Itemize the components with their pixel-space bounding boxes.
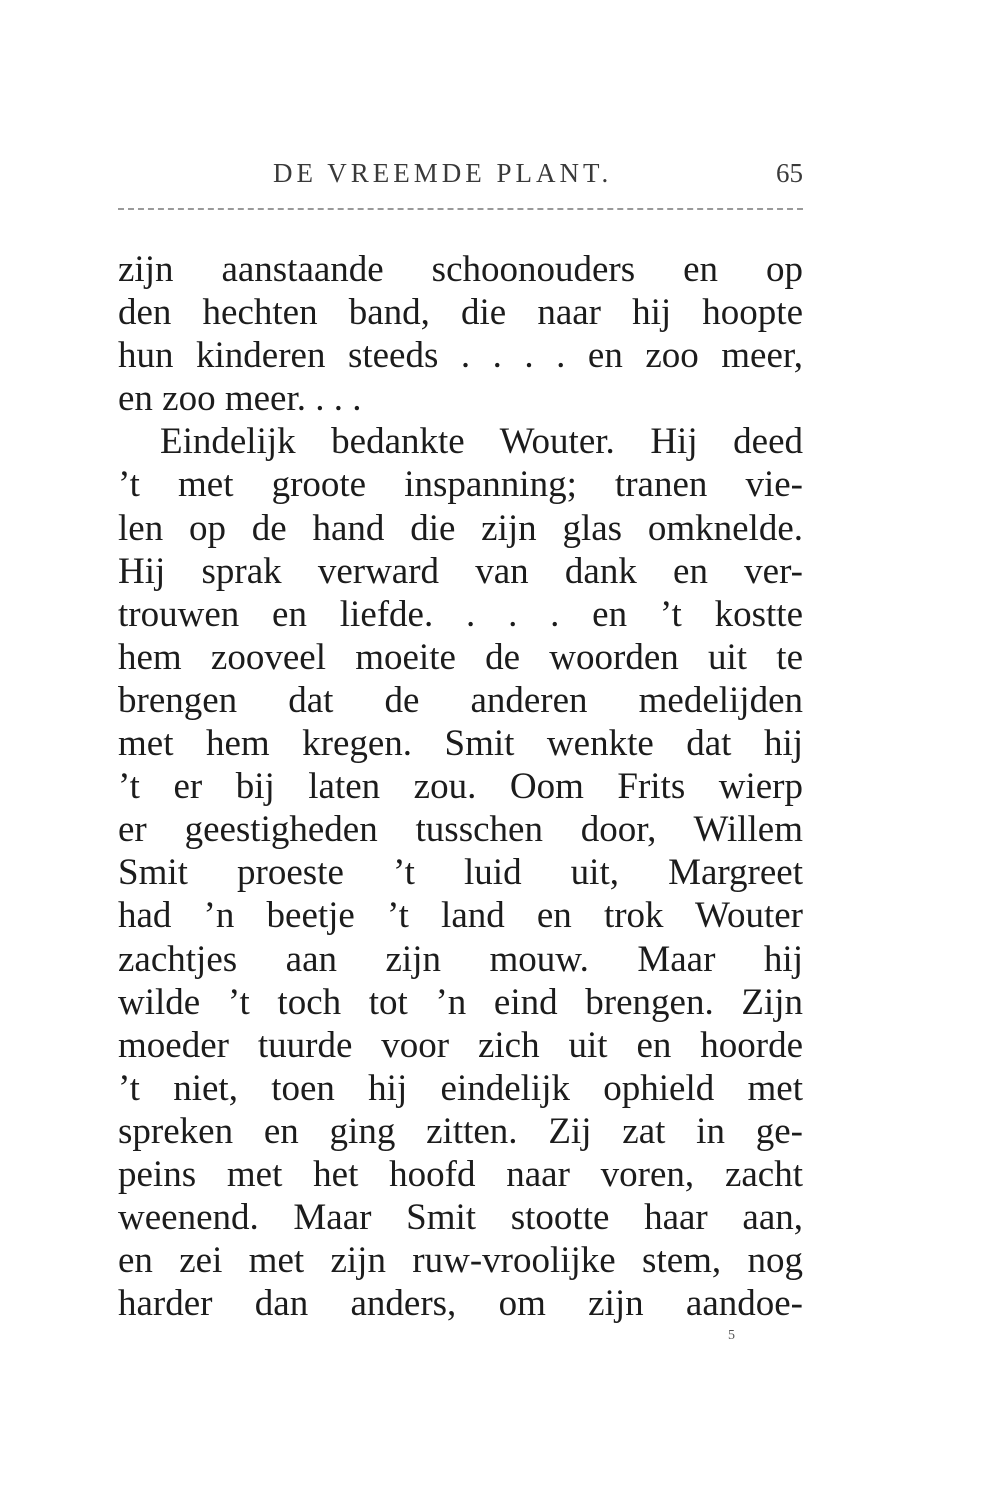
- text-line: zijn aanstaande schoonouders en op: [118, 249, 803, 290]
- text-line: weenend. Maar Smit stootte haar aan,: [118, 1197, 803, 1239]
- text-line: hem zooveel moeite de woorden uit te: [118, 636, 803, 678]
- text-line: wilde ’t toch tot ’n eind brengen. Zijn: [118, 981, 803, 1023]
- text-line: len op de hand die zijn glas omknelde.: [118, 507, 803, 549]
- text-line: ’t met groote inspanning; tranen vie-: [118, 464, 803, 506]
- text-line: Smit proeste ’t luid uit, Margreet: [118, 852, 803, 894]
- text-line: en zoo meer. . . .: [118, 378, 362, 420]
- body-text: [118, 248, 803, 1325]
- text-line: Hij sprak verward van dank en ver-: [118, 550, 803, 592]
- text-line: met hem kregen. Smit wenkte dat hij: [118, 723, 803, 765]
- text-line: peins met het hoofd naar voren, zacht: [118, 1153, 803, 1195]
- text-line: zachtjes aan zijn mouw. Maar hij: [118, 938, 803, 980]
- page-number: 65: [776, 158, 803, 188]
- text-line: ’t niet, toen hij eindelijk ophield met: [118, 1067, 803, 1109]
- text-line: ’t er bij laten zou. Oom Frits wierp: [118, 766, 803, 808]
- text-line: spreken en ging zitten. Zij zat in ge-: [118, 1110, 803, 1152]
- text-line: hun kinderen steeds . . . . en zoo meer,: [118, 335, 803, 377]
- text-line: en zei met zijn ruw-vroolijke stem, nog: [118, 1240, 803, 1282]
- text-line: brengen dat de anderen medelijden: [118, 679, 803, 721]
- running-title: DE VREEMDE PLANT.: [273, 158, 613, 188]
- signature-mark: 5: [728, 1328, 735, 1343]
- text-line: trouwen en liefde. . . . en ’t kostte: [118, 593, 803, 635]
- text-line: moeder tuurde voor zich uit en hoorde: [118, 1024, 803, 1066]
- text-line: Eindelijk bedankte Wouter. Hij deed: [160, 421, 803, 463]
- running-head: [118, 158, 803, 198]
- header-rule: [118, 208, 803, 210]
- text-line: er geestigheden tusschen door, Willem: [118, 809, 803, 851]
- text-line: harder dan anders, om zijn aandoe-: [118, 1283, 803, 1325]
- text-line: had ’n beetje ’t land en trok Wouter: [118, 895, 803, 937]
- text-line: den hechten band, die naar hij hoopte: [118, 292, 803, 334]
